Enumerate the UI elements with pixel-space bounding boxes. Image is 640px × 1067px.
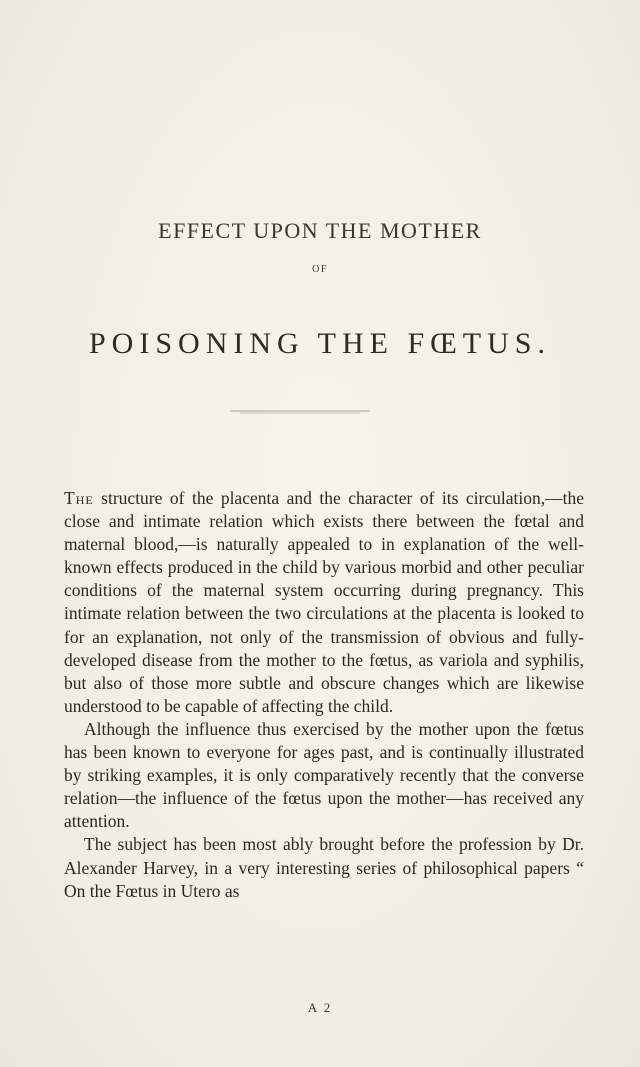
title-line-1: EFFECT UPON THE MOTHER (158, 218, 482, 243)
signature-mark: A 2 (307, 1000, 333, 1015)
title-connector: OF (312, 264, 328, 275)
paragraph-2: Although the influence thus exercised by the mother upon the fœtus has been known to everyone for ages past, and is continually illustrated by striking examples, it is only comparatively recently that the converse relation—the influence of the fœtus upon the mother—has received any attention. (64, 718, 584, 832)
paragraph-1 (64, 487, 584, 718)
decorative-rule (230, 410, 370, 414)
paragraph-3: The subject has been most ably brought before the profession by Dr. Alexander Harvey, in a very interesting series of philosophical papers “ On the Fœtus in Utero as (64, 834, 584, 901)
title-line-2: POISONING THE FŒTUS. (89, 327, 551, 360)
paragraph-1-text: structure of the placenta and the character of its circulation,—the close and intimate relation which exists there between the fœtal and maternal blood,—is naturally appealed to in explanation of the well-known effects produced in the child by various morbid and other peculiar conditions of the maternal system occurring during pregnancy. This intimate relation between the two circulations at the placenta is looked to for an explanation, not only of the transmission of obvious and fully-developed disease from the mother to the fœtus, as variola and syphilis, but also of those more subtle and obscure changes which are likewise understood to be capable of affecting the child. (64, 488, 584, 716)
paragraph-1-first-word: The (64, 488, 94, 508)
body-text (64, 487, 584, 903)
